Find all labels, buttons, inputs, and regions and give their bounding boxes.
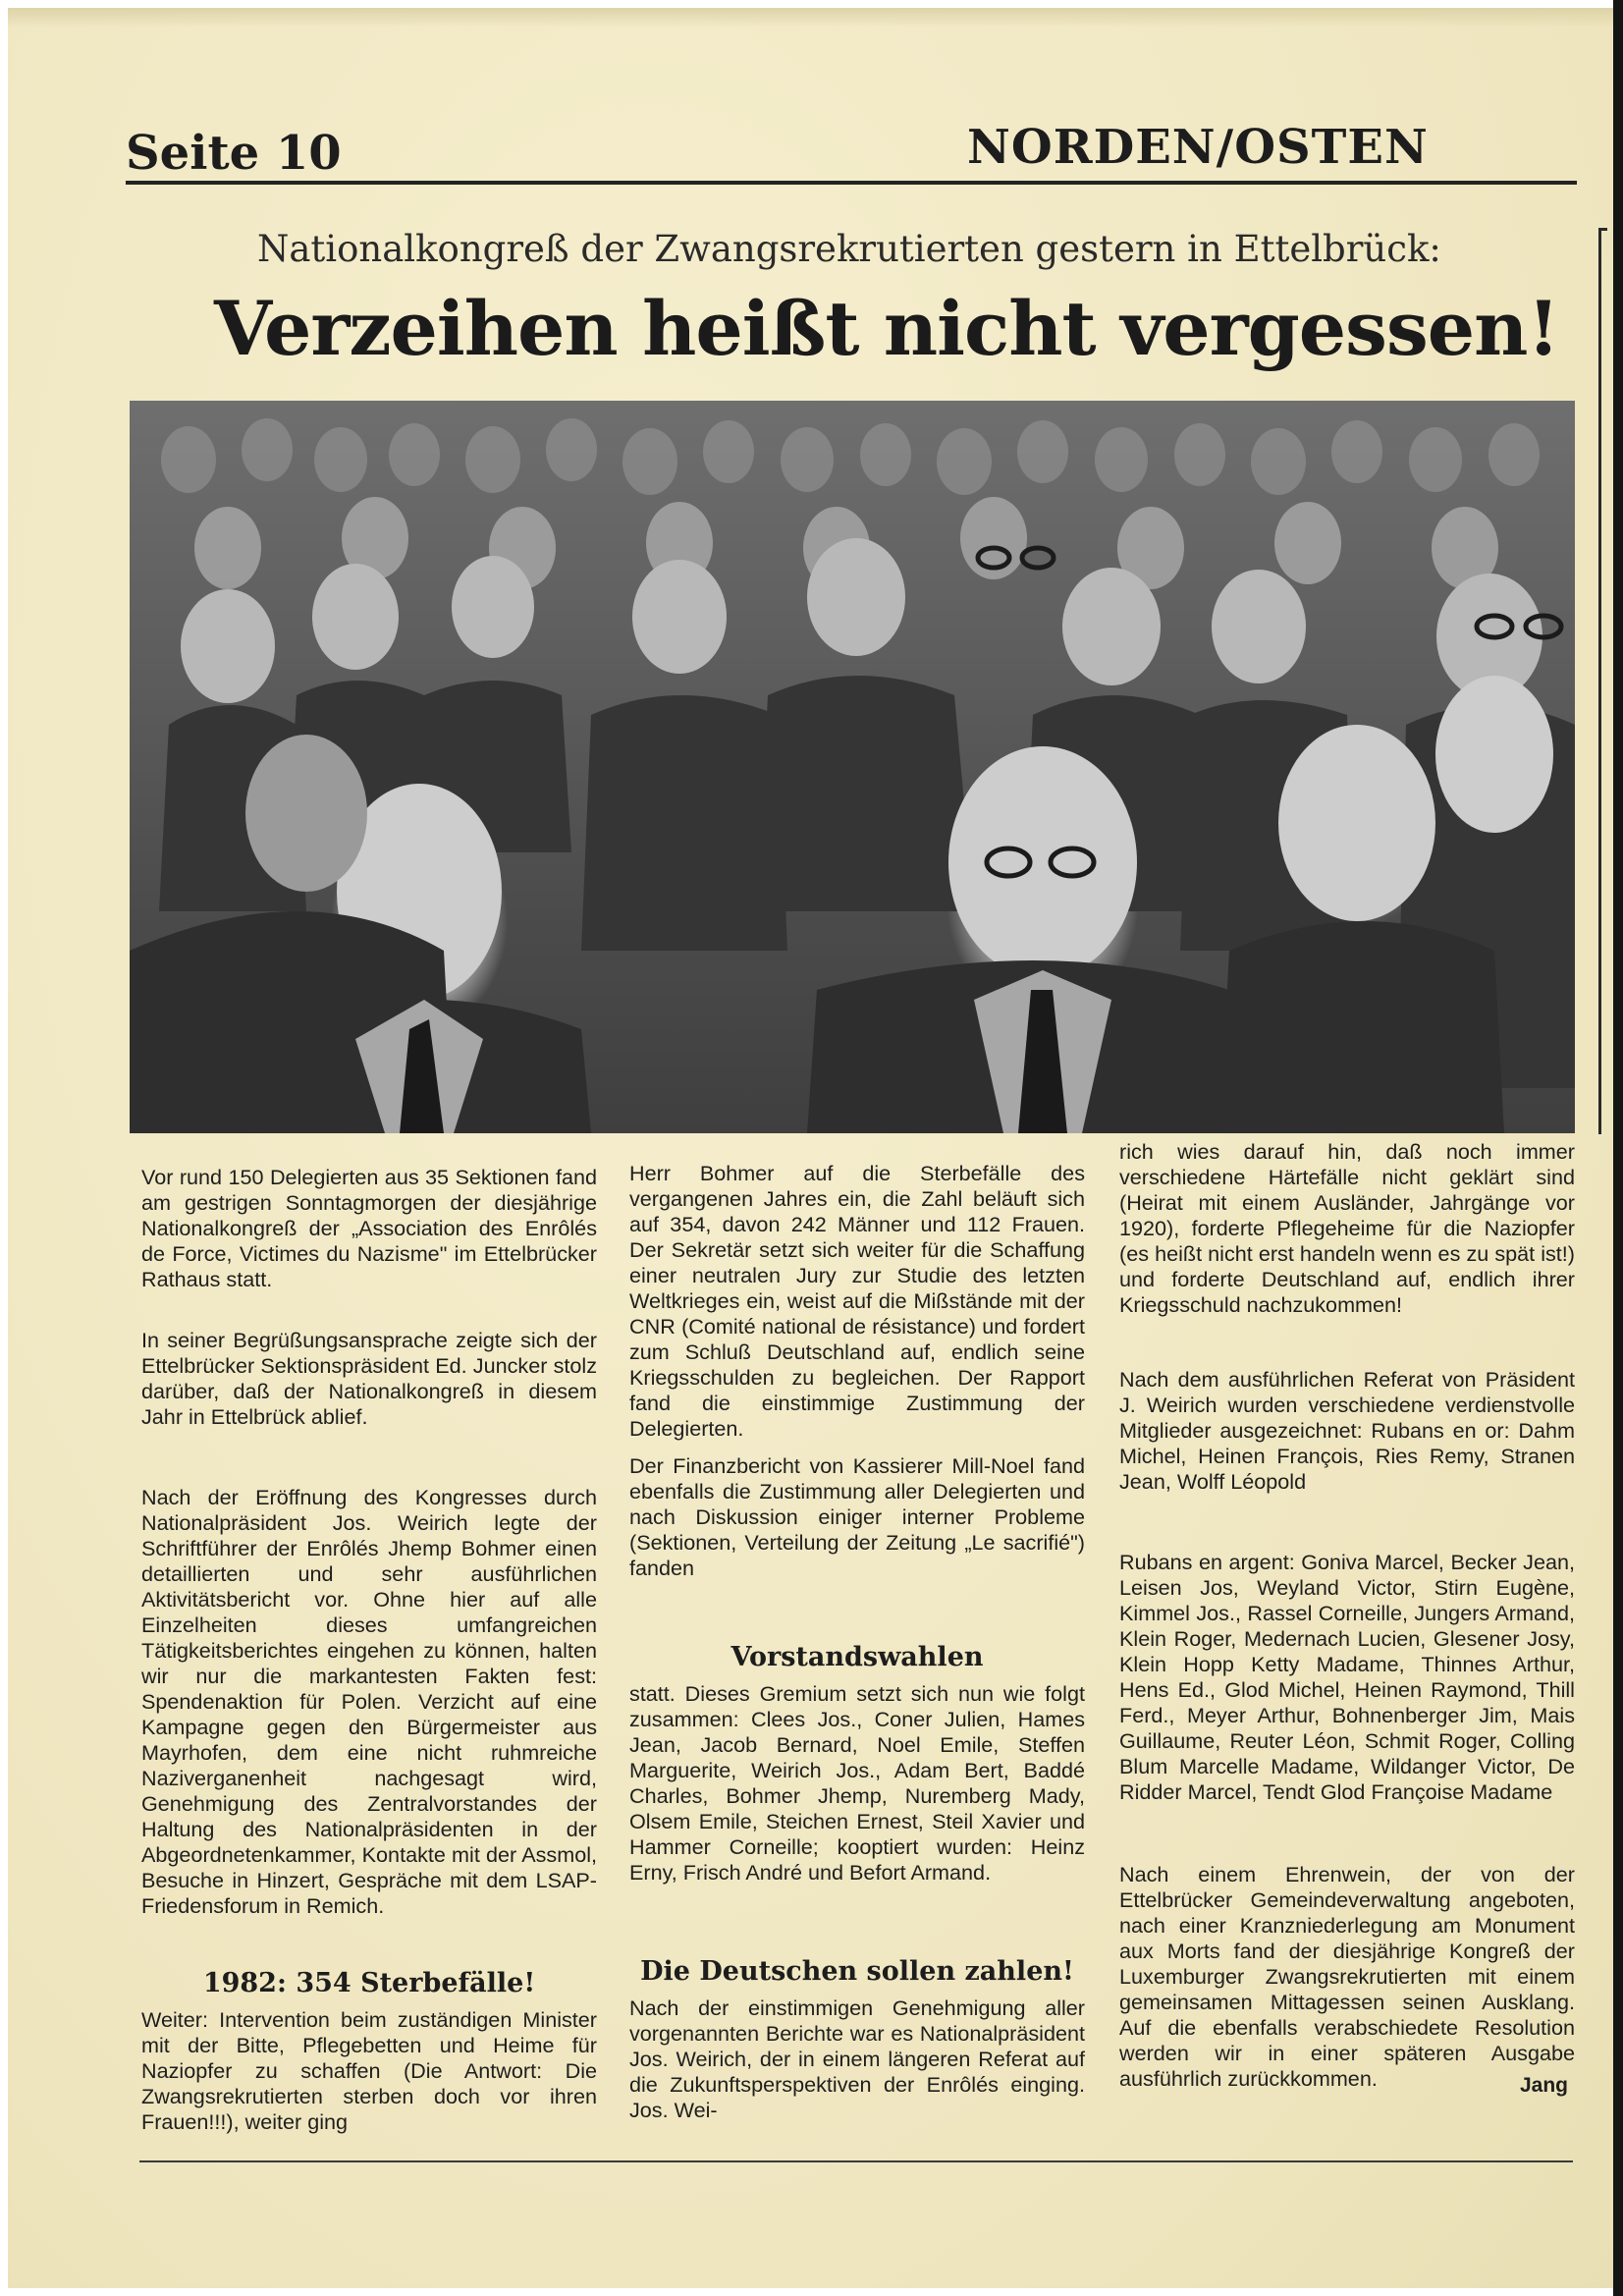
scan-margin-left bbox=[0, 0, 8, 2296]
paragraph: Rubans en argent: Goniva Marcel, Becker Jean, Leisen Jos, Weyland Victor, Stirn Eugène, Kimmel Jos., Rassel Corneille, Jungers Armand, Klein Roger, Medernach Lucien, Glesener Josy, Klein Hopp Ketty Madame, Thinnes Arthur, Hens Ed., Glod Michel, Heinen Raymond, Thill Ferd., Meyer Arthur, Bohnenberger Jim, Mais Guillaume, Reuter Léon, Schmit Roger, Colling Blum Marcelle Madame, Wildanger Victor, De Ridder Marcel, Tendt Glod Françoise Madame bbox=[1119, 1550, 1575, 1804]
article-column-3-block-4 bbox=[1119, 1862, 1575, 2092]
paragraph: Vor rund 150 Delegierten aus 35 Sektionen fand am gestrigen Sonntagmorgen der diesjährige Nationalkongreß der „Association des Enrôlés de Force, Victimes du Nazisme" im Ettelbrücker Rathaus statt. bbox=[141, 1165, 597, 1291]
scan-margin-right bbox=[1613, 0, 1623, 2296]
photo-crowd-silhouettes bbox=[130, 401, 1575, 1133]
article-column-2-block-4 bbox=[629, 1995, 1085, 2123]
article-column-1 bbox=[141, 1165, 597, 1292]
article-column-1-block-2 bbox=[141, 1328, 597, 1430]
subheading-deutschen-zahlen: Die Deutschen sollen zahlen! bbox=[640, 1956, 1074, 1987]
article-kicker: Nationalkongreß der Zwangsrekrutierten gestern in Ettelbrück: bbox=[257, 228, 1441, 270]
article-column-3 bbox=[1119, 1139, 1575, 1318]
paragraph: Nach der Eröffnung des Kongresses durch Nationalpräsident Jos. Weirich legte der Schriftführer der Enrôlés Jhemp Bohmer einen detaillierten und sehr ausführlichen Aktivitätsbericht vor. Ohne hier auf alle Einzelheiten dieses umfangreichen Tätigkeitsberichtes eingehen zu können, halten wir nur die markantesten Fakten fest: Spendenaktion für Polen. Verzicht auf eine Kampagne gegen den Bürgermeister aus Mayrhofen, dem eine nicht ruhmreiche Naziverganenheit nachgesagt wird, Genehmigung des Zentralvorstandes der Haltung des Nationalpräsidenten in der Abgeordnetenkammer, Kontakte mit der Assmol, Besuche in Hinzert, Gespräche mit dem LSAP-Friedensforum in Remich. bbox=[141, 1485, 597, 1918]
paragraph: Herr Bohmer auf die Sterbefälle des vergangenen Jahres ein, die Zahl beläuft sich auf 354, davon 242 Männer und 112 Frauen. Der Sekretär setzt sich weiter für die Schaffung einer neutralen Jury zur Studie des letzten Weltkrieges ein, weist auf die Mißstände mit der CNR (Comité national de résistance) und fordert zum Schluß Deutschland auf, endlich seine Kriegsschulden zu begleichen. Der Rapport fand die einstimmige Zustimmung der Delegierten. bbox=[629, 1161, 1085, 1441]
paragraph: In seiner Begrüßungsansprache zeigte sich der Ettelbrücker Sektionspräsident Ed. Juncker stolz darüber, daß der Nationalkongreß in diesem Jahr in Ettelbrück ablief. bbox=[141, 1328, 597, 1429]
article-column-3-block-2 bbox=[1119, 1367, 1575, 1495]
article-column-2-block-2 bbox=[629, 1453, 1085, 1581]
subheading-sterbefaelle: 1982: 354 Sterbefälle! bbox=[202, 1968, 536, 1998]
adjacent-article-frame bbox=[1598, 228, 1607, 1134]
paragraph: Nach einem Ehrenwein, der von der Ettelbrücker Gemeindeverwaltung angeboten, nach einer Kranzniederlegung am Monument aux Morts fand der diesjährige Kongreß der Luxemburger Zwangsrekrutierten mit einem gemeinsamen Mittagessen seinen Ausklang. Auf die ebenfalls verabschiedete Resolution werden wir in einer späteren Ausgabe ausführlich zurückkommen. bbox=[1119, 1862, 1575, 2091]
paragraph: Nach der einstimmigen Genehmigung aller vorgenannten Berichte war es Nationalpräsident Jos. Weirich, der in einem längeren Referat auf die Zukunftsperspektiven der Enrôlés einging. Jos. Wei- bbox=[629, 1995, 1085, 2122]
author-byline: Jang bbox=[1520, 2074, 1569, 2097]
paragraph: Weiter: Intervention beim zuständigen Minister mit der Bitte, Pflegebetten und Heime für Naziopfer zu schaffen (Die Antwort: Die Zwangsrekrutierten sterben doch vor ihren Frauen!!!), weiter ging bbox=[141, 2007, 597, 2134]
paragraph: rich wies darauf hin, daß noch immer verschiedene Härtefälle nicht geklärt sind (Heirat mit einem Ausländer, Jahrgänge vor 1920), forderte Pflegeheime für die Naziopfer (es heißt nicht erst handeln wenn es zu spät ist!) und forderte Deutschland auf, endlich ihrer Kriegsschuld nachzukommen! bbox=[1119, 1139, 1575, 1317]
paragraph: Nach dem ausführlichen Referat von Präsident J. Weirich wurden verschiedene verdienstvolle Mitglieder ausgezeichnet: Rubans en or: Dahm Michel, Heinen François, Ries Remy, Stranen Jean, Wolff Léopold bbox=[1119, 1367, 1575, 1494]
article-headline: Verzeihen heißt nicht vergessen! bbox=[214, 285, 1559, 372]
header-rule bbox=[126, 181, 1577, 185]
page-number: Seite 10 bbox=[126, 126, 342, 181]
paragraph: statt. Dieses Gremium setzt sich nun wie folgt zusammen: Clees Jos., Coner Julien, Hames Jean, Jacob Bernard, Noel Emile, Steffen Marguerite, Weirich Jos., Adam Bert, Baddé Charles, Bohmer Jhemp, Nuremberg Mady, Olsem Emile, Steichen Ernest, Steil Xavier und Hammer Corneille; kooptiert wurden: Heinz Erny, Frisch André und Befort Armand. bbox=[629, 1681, 1085, 1885]
footer-rule bbox=[139, 2160, 1573, 2162]
page-edge bbox=[8, 8, 1615, 27]
article-column-2-block-3 bbox=[629, 1681, 1085, 1886]
article-column-3-block-3 bbox=[1119, 1550, 1575, 1805]
subheading-vorstandswahlen: Vorstandswahlen bbox=[730, 1642, 984, 1672]
section-title: NORDEN/OSTEN bbox=[967, 120, 1429, 175]
article-column-2 bbox=[629, 1161, 1085, 1442]
article-photo bbox=[130, 401, 1575, 1133]
paragraph: Der Finanzbericht von Kassierer Mill-Noel fand ebenfalls die Zustimmung aller Delegierten und nach Diskussion einiger interner Probleme (Sektionen, Verteilung der Zeitung „Le sacrifié") fanden bbox=[629, 1453, 1085, 1580]
article-column-1-block-4 bbox=[141, 2007, 597, 2135]
article-column-1-block-3 bbox=[141, 1485, 597, 1919]
